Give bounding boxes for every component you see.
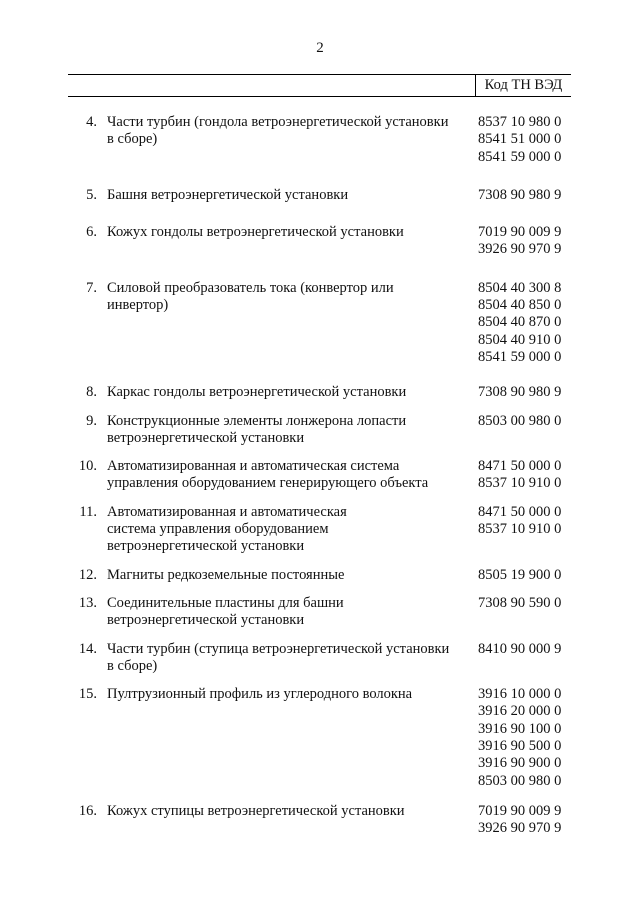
- item-name: Кожух ступицы ветроэнергетической установки: [107, 802, 405, 819]
- code-list: [478, 504, 588, 556]
- items-list: [0, 114, 640, 838]
- row-number: 6.: [86, 224, 97, 241]
- item-name: Соединительные пластины для башни ветроэнергетической установки: [107, 594, 344, 629]
- code-list: [478, 280, 588, 366]
- table-row: [0, 595, 640, 630]
- table-row: [0, 803, 640, 838]
- code-list: [478, 595, 588, 630]
- code: 8541 59 000 0: [478, 148, 562, 165]
- code-list: [478, 224, 588, 259]
- code: 8504 40 910 0: [478, 331, 562, 348]
- code: 8504 40 850 0: [478, 297, 562, 314]
- code: 7308 90 590 0: [478, 594, 562, 611]
- code-list: [478, 187, 588, 204]
- code: 7308 90 980 9: [478, 186, 562, 203]
- code: 7308 90 980 9: [478, 384, 562, 401]
- table-row: [0, 686, 640, 790]
- page-number: 2: [316, 40, 324, 56]
- code: 8537 10 910 0: [478, 521, 562, 538]
- code: 8541 59 000 0: [478, 348, 562, 365]
- table-row: [0, 384, 640, 401]
- code: 8537 10 980 0: [478, 114, 562, 130]
- row-number: 4.: [86, 114, 97, 130]
- row-number: 5.: [86, 186, 97, 203]
- row-number: 9.: [86, 412, 97, 429]
- item-name: Пултрузионный профиль из углеродного волокна: [107, 686, 413, 703]
- code-list: [478, 413, 588, 448]
- code: 3916 20 000 0: [478, 703, 562, 720]
- code: 3916 90 900 0: [478, 755, 562, 772]
- code: 3926 90 970 9: [478, 820, 562, 837]
- table-row: [0, 280, 640, 366]
- row-number: 10.: [78, 458, 97, 475]
- item-name: Магниты редкоземельные постоянные: [107, 566, 345, 583]
- table-row: [0, 567, 640, 584]
- row-number: 8.: [86, 384, 97, 401]
- item-name: Автоматизированная и автоматическая система управления оборудованием ветроэнергетической установки: [107, 503, 347, 555]
- code-list: [478, 641, 588, 676]
- item-name: Кожух гондолы ветроэнергетической установки: [107, 224, 404, 241]
- item-name: Части турбин (ступица ветроэнергетической установки в сборе): [107, 640, 450, 674]
- table-header: [68, 74, 571, 97]
- item-name: Части турбин (гондола ветроэнергетической установки в сборе): [107, 114, 449, 148]
- item-name: Автоматизированная и автоматическая система управления оборудованием генерирующего объекта: [107, 458, 429, 492]
- code: 8471 50 000 0: [478, 458, 562, 475]
- code-list: [478, 567, 588, 584]
- item-name: Башня ветроэнергетической установки: [107, 186, 349, 203]
- code: 8505 19 900 0: [478, 566, 562, 583]
- item-name: Силовой преобразователь тока (конвертор или инвертор): [107, 279, 394, 314]
- code-list: [478, 384, 588, 401]
- column-header-code: Код ТН ВЭД: [475, 75, 571, 96]
- row-number: 11.: [79, 503, 97, 520]
- code: 3916 10 000 0: [478, 686, 562, 703]
- row-number: 16.: [78, 802, 97, 819]
- row-number: 14.: [78, 640, 97, 657]
- table-row: [0, 504, 640, 556]
- table-row: [0, 114, 640, 166]
- code-list: [478, 458, 588, 493]
- code-list: [478, 114, 588, 166]
- table-row: [0, 413, 640, 448]
- code: 7019 90 009 9: [478, 224, 562, 241]
- code: 8504 40 300 8: [478, 279, 562, 296]
- code: 8471 50 000 0: [478, 503, 562, 520]
- code: 3916 90 100 0: [478, 720, 562, 737]
- code: 8503 00 980 0: [478, 412, 562, 429]
- code: 7019 90 009 9: [478, 802, 562, 819]
- code: 8537 10 910 0: [478, 475, 562, 492]
- table-row: [0, 224, 640, 259]
- item-name: Конструкционные элементы лонжерона лопасти ветроэнергетической установки: [107, 412, 407, 446]
- item-name: Каркас гондолы ветроэнергетической установки: [107, 384, 407, 401]
- row-number: 7.: [86, 279, 97, 296]
- code: 3926 90 970 9: [478, 241, 562, 258]
- code: 3916 90 500 0: [478, 738, 562, 755]
- code: 8503 00 980 0: [478, 772, 562, 789]
- table-row: [0, 187, 640, 204]
- row-number: 12.: [78, 566, 97, 583]
- code-list: [478, 803, 588, 838]
- code: 8410 90 000 9: [478, 640, 562, 657]
- code: 8504 40 870 0: [478, 314, 562, 331]
- row-number: 13.: [78, 594, 97, 611]
- table-row: [0, 458, 640, 493]
- code: 8541 51 000 0: [478, 131, 562, 148]
- row-number: 15.: [78, 686, 97, 703]
- code-list: [478, 686, 588, 790]
- table-row: [0, 641, 640, 676]
